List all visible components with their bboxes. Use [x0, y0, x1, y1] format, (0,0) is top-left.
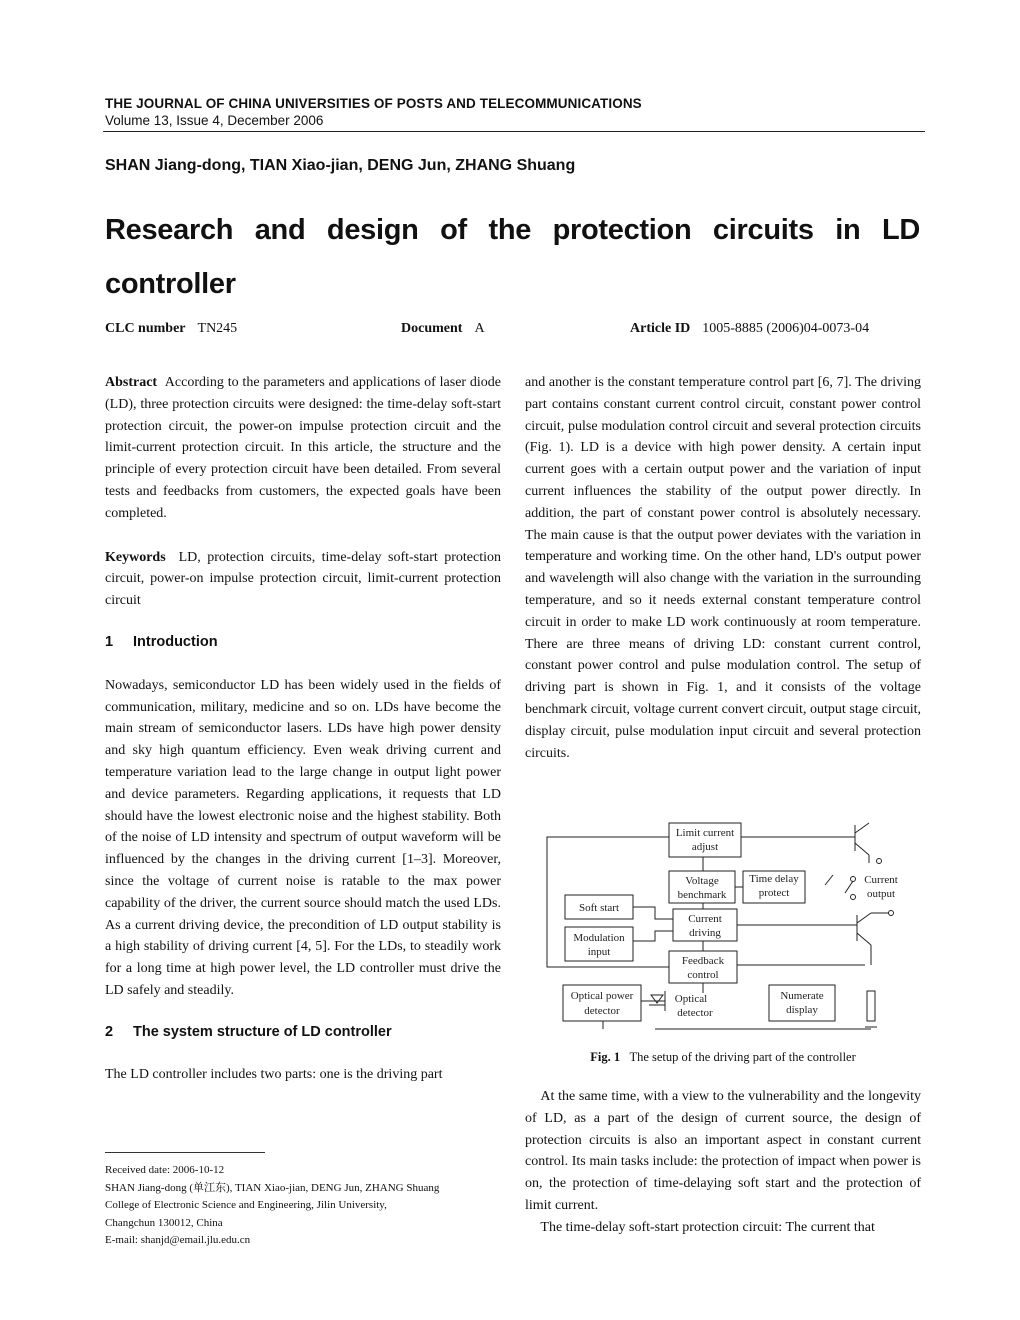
optical-power-label-2: detector	[584, 1005, 620, 1017]
author-list: SHAN Jiang-dong, TIAN Xiao-jian, DENG Jun, ZHANG Shuang	[105, 157, 576, 174]
section-2-number: 2	[105, 1023, 114, 1040]
current-output-label-1: Current	[864, 874, 898, 886]
right-paragraph-2: At the same time, with a view to the vulnerability and the longevity of LD, as a part of the design of current source, the design of protection circuits is also an important aspect in constant current control. Its main tasks include: the protection of impact when power is on, the protection of time-delaying soft start and the protection of limit current.	[525, 1089, 921, 1213]
clc-label: CLC number	[105, 321, 186, 336]
section-2-text: The LD controller includes two parts: one is the driving part	[105, 1066, 443, 1082]
footnote-city: Changchun 130012, China	[105, 1216, 223, 1229]
limit-current-label-1: Limit current	[675, 827, 735, 839]
numerate-label-1: Numerate	[780, 990, 824, 1002]
optical-detector-label-2: detector	[677, 1007, 713, 1019]
keywords-label: Keywords	[105, 549, 166, 565]
voltage-label-1: Voltage	[685, 875, 719, 887]
section-1-title: Introduction	[133, 633, 218, 650]
figure-1-diagram	[525, 815, 925, 1035]
right-paragraph-1: and another is the constant temperature control part [6, 7]. The driving part contains constant current control circuit, constant power control circuit, pulse modulation control circuit and several protection circuits (Fig. 1). LD is a device with high power density. A certain input current goes with a certain output power and the variation of input current influences the stability of the output power directly. In addition, the part of constant power control is absolutely necessary. The main cause is that the output power deviates with the variation in temperature and working time. On the other hand, LD's output power and wavelength will also change with the variation in the surrounding temperature, and so it needs external constant temperature control circuit in order to make LD work continuously at room temperature. There are three means of driving LD: constant current control, constant power control and pulse modulation control. The setup of driving part is shown in Fig. 1, and it consists of the voltage benchmark circuit, voltage current convert circuit, output stage circuit, display circuit, pulse modulation input circuit and several protection circuits.	[525, 375, 921, 761]
paper-title: Research and design of the protection circuits in LD controller	[105, 214, 920, 300]
document-label: Document	[401, 321, 463, 336]
footnote-rule	[105, 1152, 265, 1153]
clc-value: TN245	[197, 321, 238, 336]
footnote	[105, 1162, 439, 1250]
feedback-label-2: control	[687, 969, 719, 981]
article-id	[630, 321, 869, 337]
figure-label: Fig. 1	[590, 1050, 621, 1064]
current-driving-label-2: driving	[689, 927, 721, 939]
optical-detector-label-1: Optical	[674, 993, 708, 1005]
footnote-authors: SHAN Jiang-dong (单江东), TIAN Xiao-jian, DENG Jun, ZHANG Shuang	[105, 1181, 440, 1194]
abstract-label: Abstract	[105, 375, 158, 390]
time-delay-label-1: Time delay	[749, 873, 799, 885]
footnote-received: Received date: 2006-10-12	[105, 1164, 225, 1176]
right-column-lower	[525, 1086, 921, 1239]
section-2-heading	[105, 1022, 501, 1044]
article-id-label: Article ID	[630, 321, 691, 336]
feedback-label-1: Feedback	[681, 955, 725, 967]
clc-number	[105, 321, 237, 337]
document-value: A	[474, 321, 485, 336]
voltage-label-2: benchmark	[677, 889, 727, 901]
soft-start-label: Soft start	[578, 902, 620, 914]
abstract	[105, 372, 501, 525]
footnote-email: E-mail: shanjd@email.jlu.edu.cn	[105, 1234, 251, 1246]
keywords	[105, 547, 501, 612]
section-1-text: Nowadays, semiconductor LD has been widely used in the fields of communication, military, medicine and so on. LDs have become the main stream of semiconductor lasers. LDs have high power density and sky high quantum efficiency. Even weak driving current and temperature variation lead to the large change in output light power and device parameters. Regarding applications, it requests that LD should have the lowest electronic noise and the highest stability. Both of the noise of LD intensity and spectrum of output waveform will be influenced by the changes in the driving current [1–3]. Moreover, since the voltage of current noise is ratable to the max power capability of the driver, the current source should match the used LDs. As a current driving device, the precondition of LD output stability is a high stability of driving current [4, 5]. For the LDs, to steadily work for a long time at high power level, the LD controller must drive the LD safely and steadily.	[105, 677, 501, 998]
modulation-label-2: input	[587, 946, 611, 958]
time-delay-label-2: protect	[758, 887, 790, 899]
footnote-college: College of Electronic Science and Engineering, Jilin University,	[105, 1199, 387, 1211]
article-id-value: 1005-8885 (2006)04-0073-04	[702, 321, 870, 336]
volume-info: Volume 13, Issue 4, December 2006	[105, 113, 324, 128]
right-paragraph-3: The time-delay soft-start protection circuit: The current that	[540, 1219, 875, 1235]
right-column	[525, 372, 921, 764]
document-code	[401, 321, 485, 337]
limit-current-label-2: adjust	[691, 841, 719, 853]
current-driving-label-1: Current	[688, 913, 722, 925]
figure-1-caption	[525, 1050, 921, 1065]
current-output-label-2: output	[866, 888, 896, 900]
abstract-text: According to the parameters and applications of laser diode (LD), three protection circuits were designed: the time-delay soft-start protection circuit, the power-on impulse protection circuit and the limit-current protection circuit. In this article, the structure and the principle of every protection circuit have been detailed. From several tests and feedbacks from customers, the expected goals have been completed.	[105, 375, 502, 521]
header-rule	[103, 131, 925, 132]
journal-name: THE JOURNAL OF CHINA UNIVERSITIES OF POSTS AND TELECOMMUNICATIONS	[105, 96, 642, 111]
section-2-title: The system structure of LD controller	[133, 1023, 392, 1040]
left-column	[105, 372, 501, 1085]
optical-power-label-1: Optical power	[570, 990, 634, 1002]
figure-caption-text: The setup of the driving part of the controller	[629, 1050, 856, 1064]
section-1-heading	[105, 632, 501, 654]
numerate-label-2: display	[786, 1004, 818, 1016]
modulation-label-1: Modulation	[573, 932, 625, 944]
section-1-number: 1	[105, 633, 114, 650]
keywords-text: LD, protection circuits, time-delay soft-start protection circuit, power-on impulse protection circuit, limit-current protection circuit	[105, 549, 502, 609]
